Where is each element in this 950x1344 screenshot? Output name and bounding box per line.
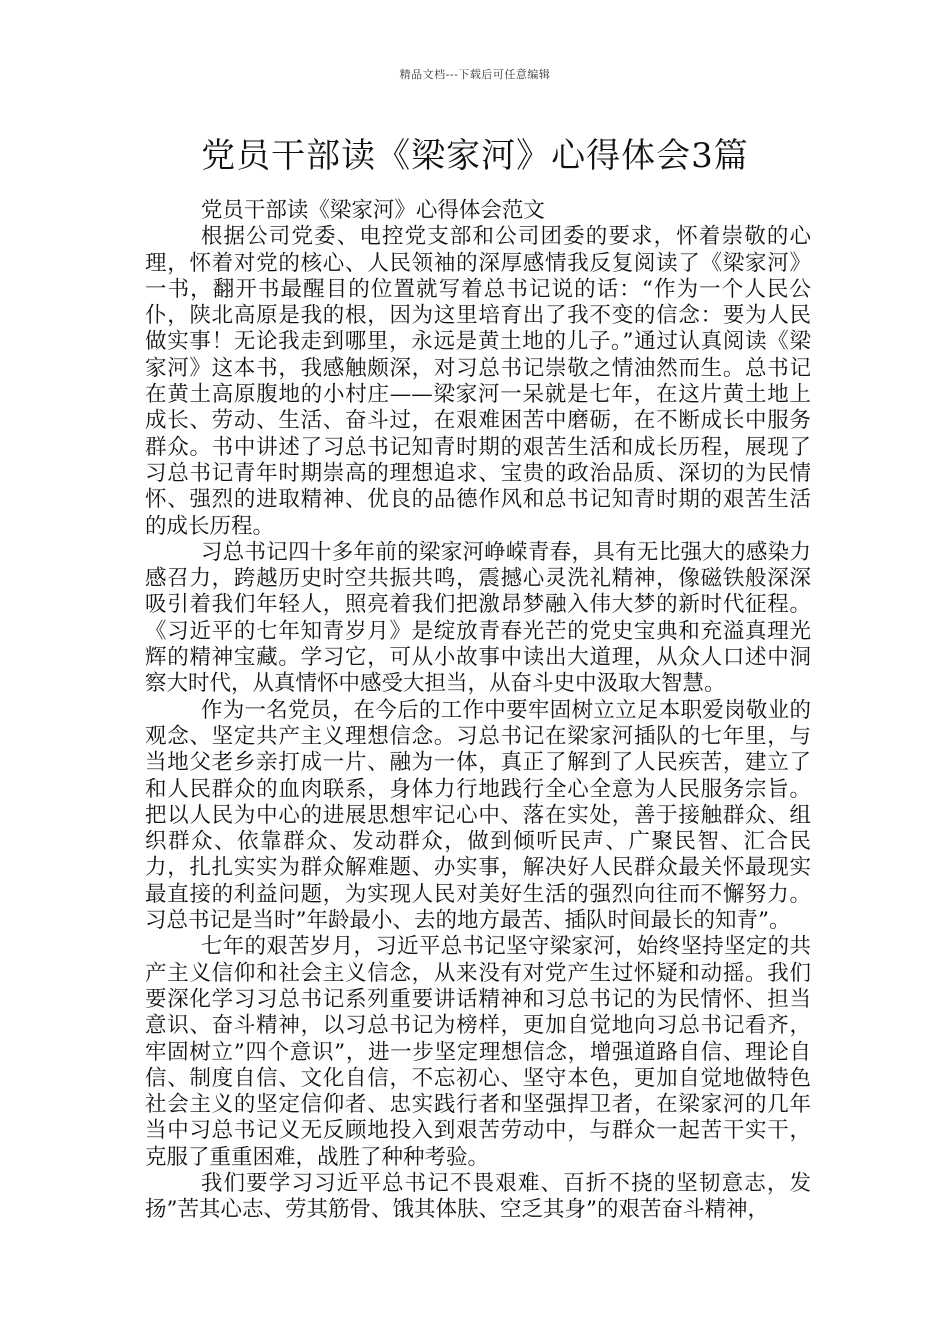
paragraph-5: 我们要学习习近平总书记不畏艰难、百折不挠的坚韧意志，发扬”苦其心志、劳其筋骨、饿其体肤、空乏其身”的艰苦奋斗精神，	[145, 1170, 811, 1223]
paragraph-1: 根据公司党委、电控党支部和公司团委的要求，怀着崇敬的心理，怀着对党的核心、人民领袖的深厚感情我反复阅读了《梁家河》一书，翻开书最醒目的位置就写着总书记说的话：“作为一个人民公仆，陕北高原是我的根，因为这里培育出了我不变的信念：要为人民做实事！无论我走到哪里，永远是黄土地的儿子。”通过认真阅读《梁家河》这本书，我感触颇深，对习总书记崇敬之情油然而生。总书记在黄土高原腹地的小村庄——梁家河一呆就是七年，在这片黄土地上成长、劳动、生活、奋斗过，在艰难困苦中磨砺，在不断成长中服务群众。书中讲述了习总书记知青时期的艰苦生活和成长历程，展现了习总书记青年时期崇高的理想追求、宝贵的政治品质、深切的为民情怀、强烈的进取精神、优良的品德作风和总书记知青时期的艰苦生活的成长历程。	[145, 224, 811, 539]
document-title: 党员干部读《梁家河》心得体会3篇	[201, 136, 749, 176]
paragraph-3: 作为一名党员，在今后的工作中要牢固树立立足本职爱岗敬业的观念、坚定共产主义理想信念。习总书记在梁家河插队的七年里，与当地父老乡亲打成一片、融为一体，真正了解到了人民疾苦，建立了和人民群众的血肉联系，身体力行地践行全心全意为人民服务宗旨。把以人民为中心的进展思想牢记心中、落在实处，善于接触群众、组织群众、依靠群众、发动群众，做到倾听民声、广聚民智、汇合民力，扎扎实实为群众解难题、办实事，解决好人民群众最关怀最现实最直接的利益问题，为实现人民对美好生活的强烈向往而不懈努力。习总书记是当时”年龄最小、去的地方最苦、插队时间最长的知青”。	[145, 697, 811, 934]
header-note: 精品文档---下载后可任意编辑	[399, 68, 551, 81]
document-subtitle: 党员干部读《梁家河》心得体会范文	[200, 198, 545, 223]
paragraph-4: 七年的艰苦岁月，习近平总书记坚守梁家河，始终坚持坚定的共产主义信仰和社会主义信念，从来没有对党产生过怀疑和动摇。我们要深化学习习总书记系列重要讲话精神和习总书记的为民情怀、担当意识、奋斗精神，以习总书记为榜样，更加自觉地向习总书记看齐，牢固树立”四个意识”，进一步坚定理想信念，增强道路自信、理论自信、制度自信、文化自信，不忘初心、坚守本色，更加自觉地做特色社会主义的坚定信仰者、忠实践行者和坚强捍卫者，在梁家河的几年当中习总书记义无反顾地投入到艰苦劳动中，与群众一起苦干实干，克服了重重困难，战胜了种种考验。	[145, 934, 811, 1170]
paragraph-2: 习总书记四十多年前的梁家河峥嵘青春，具有无比强大的感染力感召力，跨越历史时空共振共鸣，震撼心灵洗礼精神，像磁铁般深深吸引着我们年轻人，照亮着我们把激昂梦融入伟大梦的新时代征程。《习近平的七年知青岁月》是绽放青春光芒的党史宝典和充溢真理光辉的精神宝藏。学习它，可从小故事中读出大道理，从众人口述中洞察大时代，从真情怀中感受大担当，从奋斗史中汲取大智慧。	[145, 539, 811, 697]
document-body	[145, 198, 811, 1224]
